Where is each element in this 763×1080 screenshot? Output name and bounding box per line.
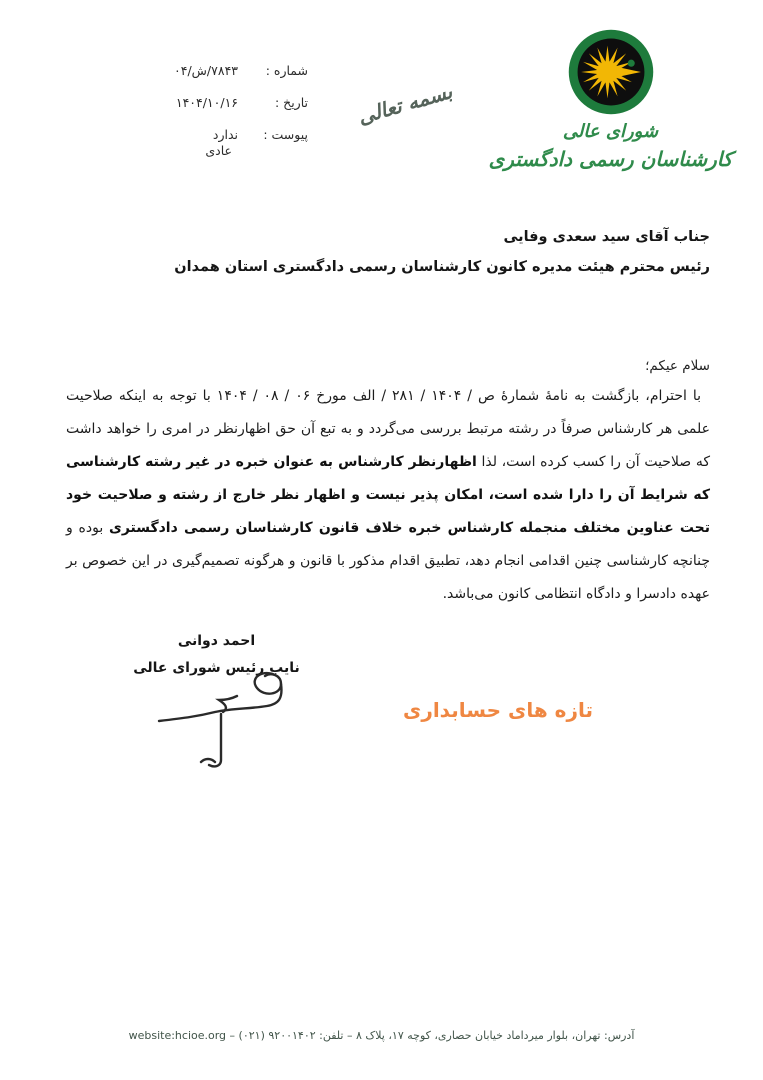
signatory-name: احمد دوانی [177, 633, 256, 649]
date-value: ۱۴۰۴/۱۰/۱۶ [175, 95, 238, 110]
org-name-line1: شورای عالی [562, 121, 659, 142]
recipient-name: جناب آقای سید سعدی وفایی [503, 229, 710, 245]
date-label: تاریخ : [274, 95, 308, 110]
date-row [75, 94, 308, 112]
handwritten-signature-image [117, 666, 317, 776]
salutation: سلام عیکم؛ [645, 358, 710, 374]
sunburst-logo-icon [567, 28, 655, 116]
signature-block [90, 628, 343, 776]
signatory-title: نایب رئیس شورای عالی [133, 660, 300, 676]
body-text-regular-2: بوده و چنانچه کارشناسی چنین اقدامی انجام دهد، تطبیق اقدام مذکور با قانون و هرگونه تصمیم‌گیری در این خصوص بر عهده دادسرا و دادگاه انتظامی کانون می‌باشد. [66, 520, 710, 602]
classification-value: عادی [205, 143, 232, 158]
attachment-value: ندارد [212, 127, 238, 142]
org-brand [478, 28, 743, 174]
reference-block [75, 62, 308, 160]
recipient-title: رئیس محترم هیئت مدیره کانون کارشناسان رسمی دادگستری استان همدان [174, 259, 710, 275]
org-name-line2: کارشناسان رسمی دادگستری [488, 147, 733, 171]
footer-address: آدرس: تهران، بلوار میرداماد خیابان حصاری، کوچه ۱۷، پلاک ۸ – تلفن: ۹۲۰۰۱۴۰۲ (۰۲۱) – website:hcioe.org [128, 1029, 635, 1042]
reference-number-label: شماره : [265, 63, 308, 78]
attachment-label: پیوست : [263, 127, 308, 142]
letter-content [66, 222, 710, 611]
reference-number-row [75, 62, 308, 80]
body-paragraph [66, 380, 710, 611]
reference-number-value: ۷۸۴۳/ش/۰۴ [174, 63, 238, 78]
body-text-bold: اظهارنظر کارشناس به عنوان خبره در غیر رشته کارشناسی که شرایط آن را دارا شده است، امکان پذیر نیست و اظهار نظر خارج از رشته و صلاحیت خود تحت عناوین مختلف منجمله کارشناس خبره خلاف قانون کارشناسان رسمی دادگستری [66, 454, 711, 536]
besmeleh-calligraphy: بسمه تعالی [355, 79, 455, 129]
watermark-text: تازه های حسابداری [402, 698, 593, 722]
body-text-regular-1: با احترام، بازگشت به نامهٔ شمارهٔ ص / ۱۴۰۴ / ۲۸۱ / الف مورخ ۰۶ / ۰۸ / ۱۴۰۴ با توجه به اینکه صلاحیت علمی هر کارشناس صرفاً در رشته مرتبط بررسی می‌گردد و به تبع آن حق اظهارنظر در امری را خواهد داشت که صلاحیت آن را کسب کرده است، لذا [66, 388, 710, 470]
